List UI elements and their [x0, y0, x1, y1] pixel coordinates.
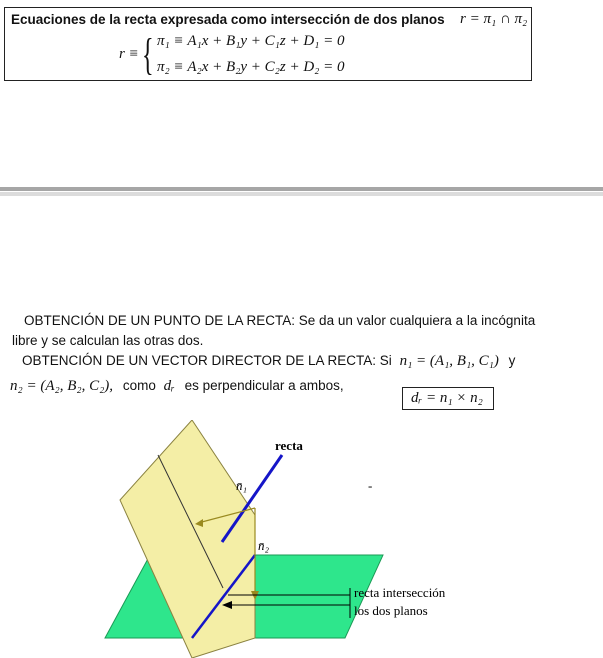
perpendicular-line: [10, 378, 344, 395]
plane-2-equation: π₂ ≡ A₂x + B₂y + C₂z + D₂ = 0: [157, 59, 345, 75]
perpendicular-text: es perpendicular a ambos,: [184, 378, 344, 393]
dr-symbol: dᵣ: [163, 378, 175, 394]
vector-method-text: OBTENCIÓN DE UN VECTOR DIRECTOR DE LA RECTA: Si: [22, 353, 392, 368]
n1-formula: n₁ = (A₁, B₁, C₁): [399, 353, 499, 369]
label-intersection-1: recta intersección: [354, 585, 446, 600]
como-word: como: [122, 378, 156, 393]
vector-method-line: [22, 353, 515, 370]
label-recta: recta: [275, 438, 303, 453]
point-method-line-2: libre y se calculan las otras dos.: [12, 333, 204, 348]
plane-1-equation: π₁ ≡ A₁x + B₁y + C₁z + D₁ = 0: [157, 33, 345, 49]
title-formula: r = π₁ ∩ π₂: [460, 11, 528, 27]
label-n2: n̄₂: [258, 538, 270, 553]
separator-light: [0, 192, 603, 196]
separator-dark: [0, 187, 603, 191]
n2-formula: n₂ = (A₂, B₂, C₂),: [10, 378, 114, 394]
label-intersection-2: los dos planos: [354, 603, 428, 618]
r-equiv-label: r ≡: [119, 46, 139, 62]
label-n1: n̄₁: [236, 478, 248, 493]
system-brace: {: [142, 30, 154, 79]
label-dash: -: [368, 478, 373, 493]
equation-box: [4, 7, 532, 81]
cross-product-formula: dᵣ = n₁ × n₂: [411, 390, 483, 406]
planes-intersection-diagram: [0, 420, 603, 658]
conjunction-y: y: [508, 353, 516, 368]
point-method-line-1: OBTENCIÓN DE UN PUNTO DE LA RECTA: Se da un valor cualquiera a la incógnita: [24, 313, 536, 328]
cross-product-box: [402, 387, 494, 410]
section-title: Ecuaciones de la recta expresada como intersección de dos planos: [11, 12, 445, 27]
